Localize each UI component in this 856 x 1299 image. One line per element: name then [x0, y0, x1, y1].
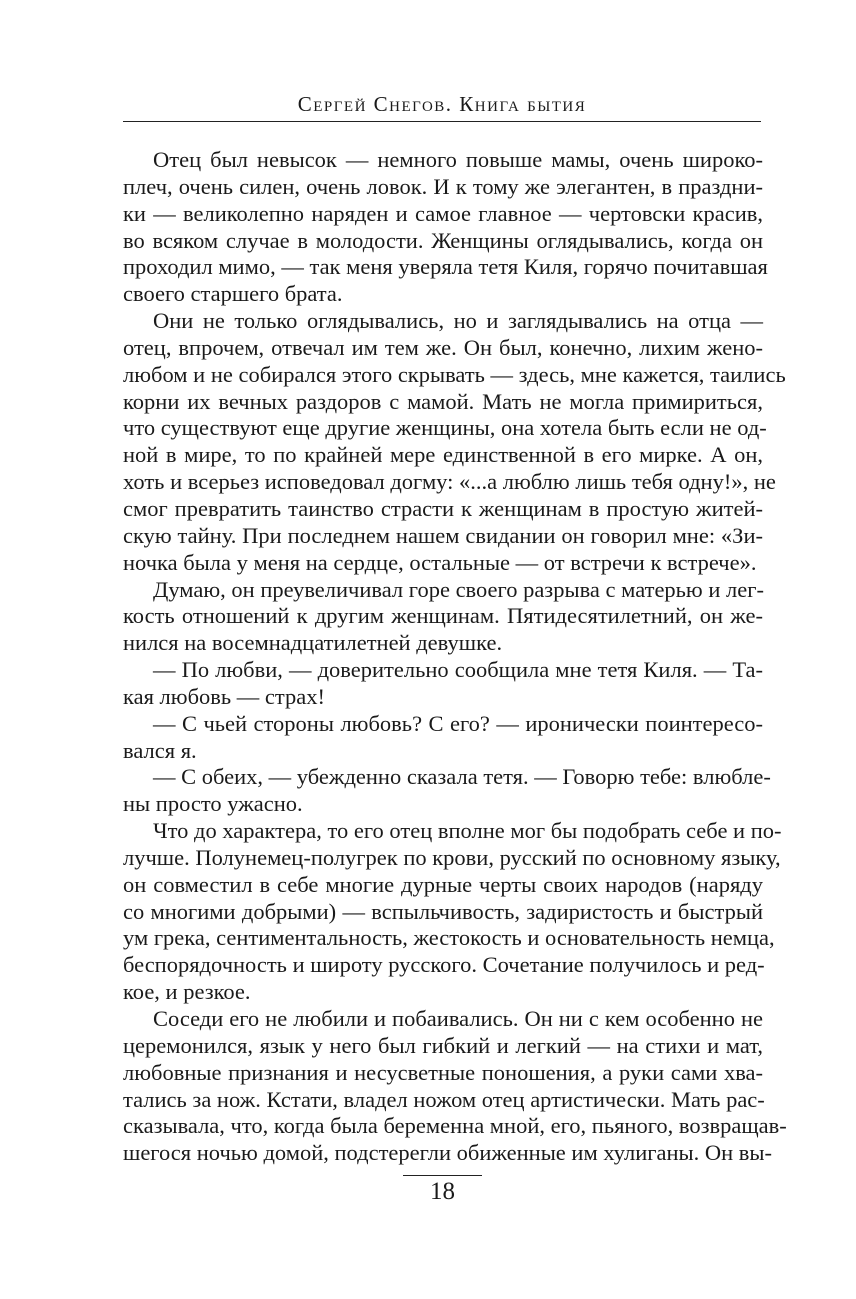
- text-line: он совместил в себе многие дурные черты своих народов (наряду: [123, 871, 763, 897]
- text-line: во всяком случае в молодости. Женщины оглядывались, когда он: [123, 227, 763, 253]
- body-text: [123, 147, 787, 1167]
- text-line: кая любовь — страх!: [123, 683, 325, 709]
- text-line: Отец был невысок — немного повыше мамы, очень широко-: [153, 147, 763, 172]
- paragraph: [123, 308, 786, 576]
- paragraph: [123, 147, 768, 308]
- text-line: ны просто ужасно.: [123, 791, 303, 817]
- text-line: тались за нож. Кстати, владел ножом отец артистически. Мать рас-: [123, 1086, 765, 1112]
- text-line: Думаю, он преувеличивал горе своего разрыва с матерью и лег-: [153, 576, 764, 602]
- text-line: хоть и всерьез исповедовал догму: «...а люблю лишь тебя одну!», не: [123, 469, 776, 495]
- text-line: — С чьей стороны любовь? С его? — иронически поинтересо-: [153, 710, 763, 736]
- text-line: что существуют еще другие женщины, она хотела быть если не од-: [123, 415, 767, 441]
- paragraph: [123, 764, 771, 818]
- text-line: Что до характера, то его отец вполне мог бы подобрать себе и по-: [153, 818, 782, 844]
- text-line: отец, впрочем, отвечал им тем же. Он был, конечно, лихим жено-: [123, 334, 763, 360]
- text-line: ки — великолепно наряден и самое главное — чертовски красив,: [123, 200, 763, 226]
- text-line: смог превратить таинство страсти к женщинам в простую житей-: [123, 495, 763, 521]
- paragraph: [123, 657, 763, 711]
- text-line: плеч, очень силен, очень ловок. И к тому же элегантен, в праздни-: [123, 173, 763, 199]
- text-line: шегося ночью домой, подстерегли обиженные им хулиганы. Он вы-: [123, 1140, 773, 1166]
- text-line: кость отношений к другим женщинам. Пятидесятилетний, он же-: [123, 603, 763, 629]
- paragraph: [123, 711, 763, 765]
- paragraph: [123, 577, 763, 658]
- text-line: — С обеих, — убежденно сказала тетя. — Говорю тебе: влюбле-: [153, 764, 771, 790]
- text-line: скую тайну. При последнем нашем свидании он говорил мне: «Зи-: [123, 522, 763, 548]
- text-line: лучше. Полунемец-полугрек по крови, русский по основному языку,: [123, 844, 781, 870]
- text-line: ной в мире, то по крайней мере единственной в его мирке. А он,: [123, 442, 763, 468]
- paragraph: [123, 1006, 787, 1167]
- text-line: проходил мимо, — так меня уверяла тетя Киля, горячо почитавшая: [123, 254, 768, 280]
- text-line: ночка была у меня на сердце, остальные — от встречи к встрече».: [123, 549, 757, 575]
- running-head: Сергей Снегов. Книга бытия: [297, 92, 587, 116]
- header-rule: [123, 121, 761, 122]
- text-line: вался я.: [123, 737, 197, 763]
- text-line: кое, и резкое.: [123, 979, 251, 1005]
- text-line: Они не только оглядывались, но и заглядывались на отца —: [153, 308, 763, 334]
- text-line: своего старшего брата.: [123, 281, 343, 307]
- text-line: ум грека, сентиментальность, жестокость и основательность немца,: [123, 925, 775, 951]
- text-line: нился на восемнадцатилетней девушке.: [123, 630, 503, 656]
- text-line: сказывала, что, когда была беременна мной, его, пьяного, возвращав-: [123, 1113, 787, 1139]
- paragraph: [123, 818, 782, 1006]
- text-line: церемонился, язык у него был гибкий и легкий — на стихи и мат,: [123, 1032, 763, 1058]
- text-line: — По любви, — доверительно сообщила мне тетя Киля. — Та-: [153, 657, 763, 683]
- page-number: 18: [430, 1178, 455, 1205]
- text-line: любовные признания и несусветные поношения, а руки сами хва-: [123, 1059, 763, 1085]
- text-line: корни их вечных раздоров с мамой. Мать не могла примириться,: [123, 388, 763, 414]
- text-line: Соседи его не любили и побаивались. Он ни с кем особенно не: [153, 1006, 763, 1031]
- text-line: со многими добрыми) — вспыльчивость, задиристость и быстрый: [123, 898, 763, 924]
- text-line: беспорядочность и широту русского. Сочетание получилось и ред-: [123, 952, 765, 978]
- text-line: любом и не собирался этого скрывать — здесь, мне кажется, таились: [123, 361, 786, 387]
